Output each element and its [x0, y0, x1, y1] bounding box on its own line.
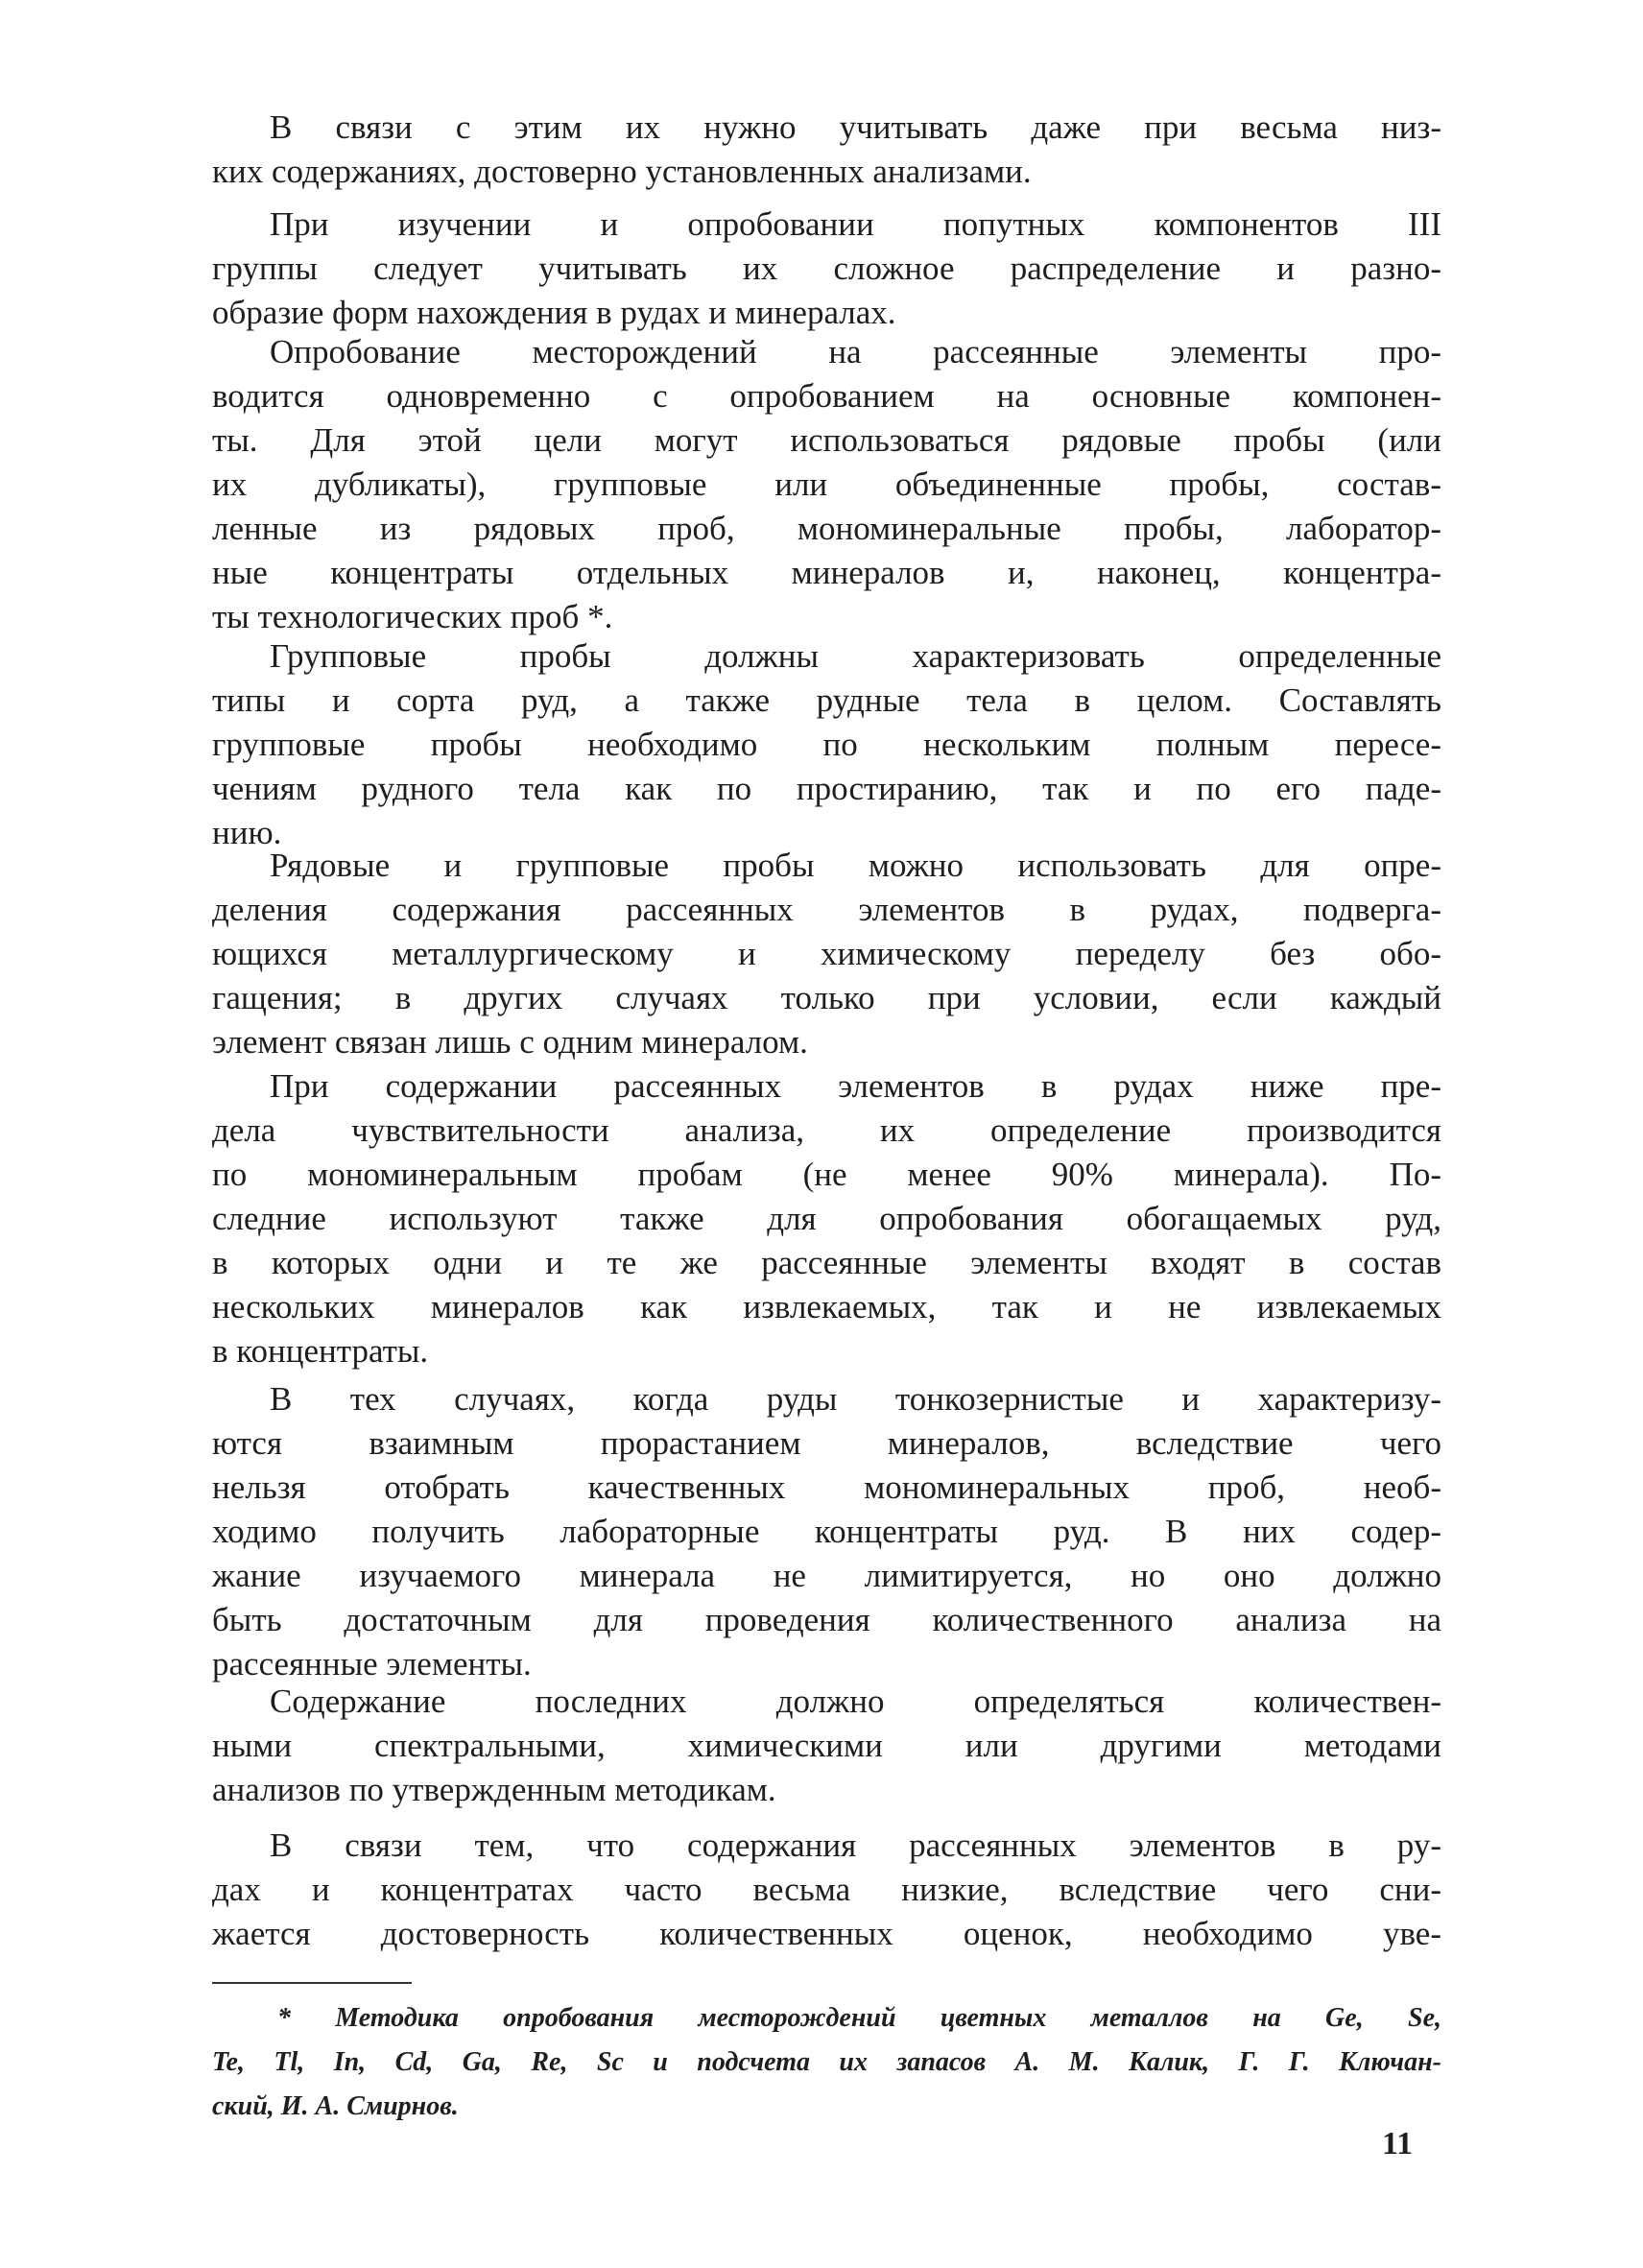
text-line: Опробование месторождений на рассеянные элементы про-: [270, 333, 1441, 370]
text-line: ные концентраты отдельных минералов и, наконец, концентра-: [212, 554, 1441, 591]
text-line: анализов по утвержденным методикам.: [212, 1771, 776, 1808]
text-line: Групповые пробы должны характеризовать определенные: [270, 637, 1441, 675]
text-line: группы следует учитывать их сложное распределение и разно-: [212, 250, 1441, 287]
text-line: деления содержания рассеянных элементов в рудах, подверга-: [212, 891, 1441, 928]
text-line: их дубликаты), групповые или объединенные пробы, состав-: [212, 466, 1441, 503]
text-line: дела чувствительности анализа, их определение производится: [212, 1111, 1441, 1149]
text-line: жается достоверность количественных оценок, необходимо уве-: [212, 1915, 1441, 1952]
text-line: При изучении и опробовании попутных компонентов III: [270, 205, 1441, 243]
text-line: ходимо получить лабораторные концентраты руд. В них содер-: [212, 1513, 1441, 1550]
text-line: ких содержаниях, достоверно установленных анализами.: [212, 153, 1032, 190]
paragraph: [212, 844, 1441, 1064]
paragraph: [212, 1377, 1441, 1686]
text-line: нескольких минералов как извлекаемых, так и не извлекаемых: [212, 1288, 1441, 1325]
text-line: ты технологических проб *.: [212, 598, 613, 635]
text-line: элемент связан лишь с одним минералом.: [212, 1023, 808, 1061]
text-line: Содержание последних должно определяться количествен-: [270, 1683, 1441, 1720]
paragraph: [212, 1064, 1441, 1373]
text-line: ленные из рядовых проб, мономинеральные пробы, лаборатор-: [212, 510, 1441, 547]
text-line: в концентраты.: [212, 1332, 429, 1370]
text-line: следние используют также для опробования обогащаемых руд,: [212, 1200, 1441, 1237]
text-line: чениям рудного тела как по простиранию, так и по его паде-: [212, 770, 1441, 807]
paragraph: [212, 106, 1441, 194]
paragraph: [212, 203, 1441, 335]
paragraph: [212, 634, 1441, 855]
paragraph: [212, 330, 1441, 639]
text-line: гащения; в других случаях только при условии, если каждый: [212, 979, 1441, 1016]
footnote-divider: [212, 1982, 412, 1984]
text-line: В тех случаях, когда руды тонкозернистые и характеризу-: [270, 1380, 1441, 1418]
text-line: типы и сорта руд, а также рудные тела в целом. Составлять: [212, 681, 1441, 719]
text-line: нию.: [212, 814, 282, 851]
text-line: Te, Tl, In, Cd, Ga, Re, Sc и подсчета их запасов А. М. Калик, Г. Г. Ключан-: [212, 2047, 1441, 2077]
text-line: нельзя отобрать качественных мономинеральных проб, необ-: [212, 1468, 1441, 1506]
page-number: 11: [1382, 2126, 1414, 2161]
text-line: * Методика опробования месторождений цветных металлов на Ge, Se,: [277, 2003, 1441, 2033]
text-line: ский, И. А. Смирнов.: [212, 2091, 459, 2121]
text-line: ты. Для этой цели могут использоваться рядовые пробы (или: [212, 421, 1441, 459]
text-line: дах и концентратах часто весьма низкие, вследствие чего сни-: [212, 1871, 1441, 1908]
text-line: В связи с этим их нужно учитывать даже при весьма низ-: [270, 108, 1441, 146]
text-line: В связи тем, что содержания рассеянных элементов в ру-: [270, 1826, 1441, 1864]
text-line: водится одновременно с опробованием на основные компонен-: [212, 377, 1441, 415]
text-line: рассеянные элементы.: [212, 1645, 532, 1683]
paragraph: [212, 1824, 1441, 1956]
text-line: Рядовые и групповые пробы можно использовать для опре-: [270, 847, 1441, 884]
footnote: [212, 1996, 1441, 2129]
text-line: групповые пробы необходимо по нескольким полным пересе-: [212, 726, 1441, 763]
text-line: ющихся металлургическому и химическому переделу без обо-: [212, 935, 1441, 972]
text-line: быть достаточным для проведения количественного анализа на: [212, 1601, 1441, 1638]
text-line: При содержании рассеянных элементов в рудах ниже пре-: [270, 1067, 1441, 1105]
text-line: ются взаимным прорастанием минералов, вследствие чего: [212, 1424, 1441, 1462]
text-line: в которых одни и те же рассеянные элементы входят в состав: [212, 1244, 1441, 1281]
text-line: жание изучаемого минерала не лимитируется, но оно должно: [212, 1557, 1441, 1594]
text-line: образие форм нахождения в рудах и минералах.: [212, 294, 896, 331]
text-line: по мономинеральным пробам (не менее 90% минерала). По-: [212, 1156, 1441, 1193]
paragraph: [212, 1680, 1441, 1812]
text-line: ными спектральными, химическими или другими методами: [212, 1727, 1441, 1764]
